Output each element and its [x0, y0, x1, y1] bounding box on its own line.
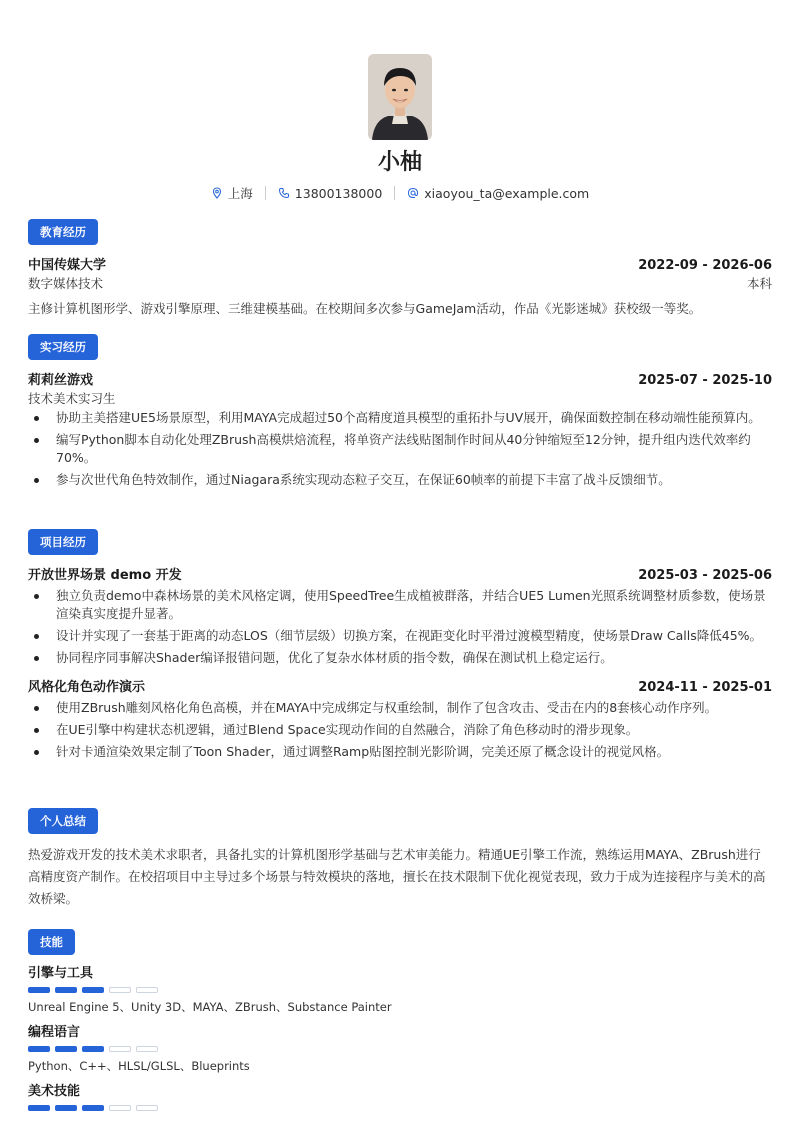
- candidate-name: 小柚: [377, 150, 422, 175]
- project-title: 开放世界场景 demo 开发: [28, 568, 182, 583]
- at-sign-icon: [407, 187, 419, 199]
- skill-group: [28, 1024, 772, 1074]
- school-name: 中国传媒大学: [28, 258, 107, 273]
- summary-section: [28, 808, 772, 910]
- skill-detail: Unreal Engine 5、Unity 3D、MAYA、ZBrush、Substance Painter: [28, 1000, 392, 1014]
- internship-period: 2025-07 - 2025-10: [638, 373, 772, 388]
- skill-level-bar: [28, 987, 772, 993]
- section-tag-skills: 技能: [28, 929, 75, 955]
- project-bullets: [28, 699, 772, 761]
- skill-group: [28, 965, 772, 1015]
- internship-bullets: [28, 409, 772, 489]
- skill-segment-empty: [109, 1046, 131, 1052]
- list-item: 使用ZBrush雕刻风格化角色高模，并在MAYA中完成绑定与权重绘制，制作了包含攻击、受击在内的8套核心动作序列。: [28, 699, 772, 717]
- list-item: 设计并实现了一套基于距离的动态LOS（细节层级）切换方案，在视距变化时平滑过渡模型精度，使场景Draw Calls降低45%。: [28, 627, 772, 645]
- list-item: 协同程序同事解决Shader编译报错问题，优化了复杂水体材质的指令数，确保在测试机上稳定运行。: [28, 649, 772, 667]
- skill-group: [28, 1083, 772, 1111]
- skill-segment-empty: [136, 987, 158, 993]
- skill-segment-filled: [82, 1046, 104, 1052]
- section-tag-internship: 实习经历: [28, 334, 98, 360]
- education-description: 主修计算机图形学、游戏引擎原理、三维建模基础。在校期间多次参与GameJam活动，作品《光影迷城》获校级一等奖。: [28, 301, 702, 316]
- major: 数字媒体技术: [28, 276, 104, 291]
- internship-role: 技术美术实习生: [28, 391, 116, 406]
- avatar-photo: [368, 54, 432, 140]
- list-item: 针对卡通渲染效果定制了Toon Shader，通过调整Ramp贴图控制光影阶调，完美还原了概念设计的视觉风格。: [28, 743, 772, 761]
- contact-phone: [266, 186, 394, 201]
- skill-segment-filled: [55, 1046, 77, 1052]
- email-link[interactable]: xiaoyou_ta@example.com: [424, 185, 590, 201]
- list-item: 参与次世代角色特效制作，通过Niagara系统实现动态粒子交互，在保证60帧率的前提下丰富了战斗反馈细节。: [28, 471, 772, 489]
- internship-section: [28, 334, 772, 493]
- skill-title: 编程语言: [28, 1025, 81, 1040]
- list-item: 协助主美搭建UE5场景原型，利用MAYA完成超过50个高精度道具模型的重拓扑与UV展开，确保面数控制在移动端性能预算内。: [28, 409, 772, 427]
- section-tag-projects: 项目经历: [28, 529, 98, 555]
- list-item: 独立负责demo中森林场景的美术风格定调，使用SpeedTree生成植被群落，并结合UE5 Lumen光照系统调整材质参数，使场景渲染真实度提升显著。: [28, 587, 772, 623]
- skill-title: 引擎与工具: [28, 966, 94, 981]
- education-section: [28, 219, 772, 319]
- skills-list: [28, 965, 772, 1111]
- contact-location: [199, 184, 265, 202]
- skill-segment-filled: [55, 1105, 77, 1111]
- location-pin-icon: [211, 187, 223, 199]
- skill-detail: Python、C++、HLSL/GLSL、Blueprints: [28, 1059, 250, 1073]
- skill-segment-filled: [28, 987, 50, 993]
- skill-title: 美术技能: [28, 1084, 81, 1099]
- phone-text: 13800138000: [294, 185, 383, 201]
- section-tag-education: 教育经历: [28, 219, 98, 245]
- contact-email: [395, 186, 601, 201]
- skill-segment-empty: [109, 987, 131, 993]
- location-text: 上海: [227, 186, 253, 201]
- project-period: 2025-03 - 2025-06: [638, 568, 772, 583]
- skill-segment-filled: [55, 987, 77, 993]
- phone-icon: [278, 187, 290, 199]
- skill-segment-empty: [109, 1105, 131, 1111]
- projects-section: [28, 529, 772, 765]
- list-item: 在UE引擎中构建状态机逻辑，通过Blend Space实现动作间的自然融合，消除了角色移动时的滑步现象。: [28, 721, 772, 739]
- education-period: 2022-09 - 2026-06: [638, 258, 772, 273]
- project-period: 2024-11 - 2025-01: [638, 680, 772, 695]
- skill-segment-empty: [136, 1046, 158, 1052]
- skill-segment-filled: [28, 1105, 50, 1111]
- company-name: 莉莉丝游戏: [28, 373, 94, 388]
- skill-segment-filled: [28, 1046, 50, 1052]
- list-item: 编写Python脚本自动化处理ZBrush高模烘焙流程，将单资产法线贴图制作时间从40分钟缩短至12分钟，提升组内迭代效率约70%。: [28, 431, 772, 467]
- degree: 本科: [746, 276, 772, 291]
- summary-text: 热爱游戏开发的技术美术求职者，具备扎实的计算机图形学基础与艺术审美能力。精通UE引擎工作流，熟练运用MAYA、ZBrush进行高精度资产制作。在校招项目中主导过多个场景与特效模块的落地，擅长在技术限制下优化视觉表现，致力于成为连接程序与美术的高效桥梁。: [28, 847, 766, 906]
- skill-segment-filled: [82, 1105, 104, 1111]
- section-tag-summary: 个人总结: [28, 808, 98, 834]
- skill-segment-empty: [136, 1105, 158, 1111]
- avatar: [368, 54, 432, 140]
- skill-segment-filled: [82, 987, 104, 993]
- resume-header: [0, 0, 800, 202]
- project-title: 风格化角色动作演示: [28, 680, 146, 695]
- project-bullets: [28, 587, 772, 667]
- skill-level-bar: [28, 1105, 772, 1111]
- contact-row: [0, 184, 800, 202]
- skills-section: [28, 929, 772, 1117]
- skill-level-bar: [28, 1046, 772, 1052]
